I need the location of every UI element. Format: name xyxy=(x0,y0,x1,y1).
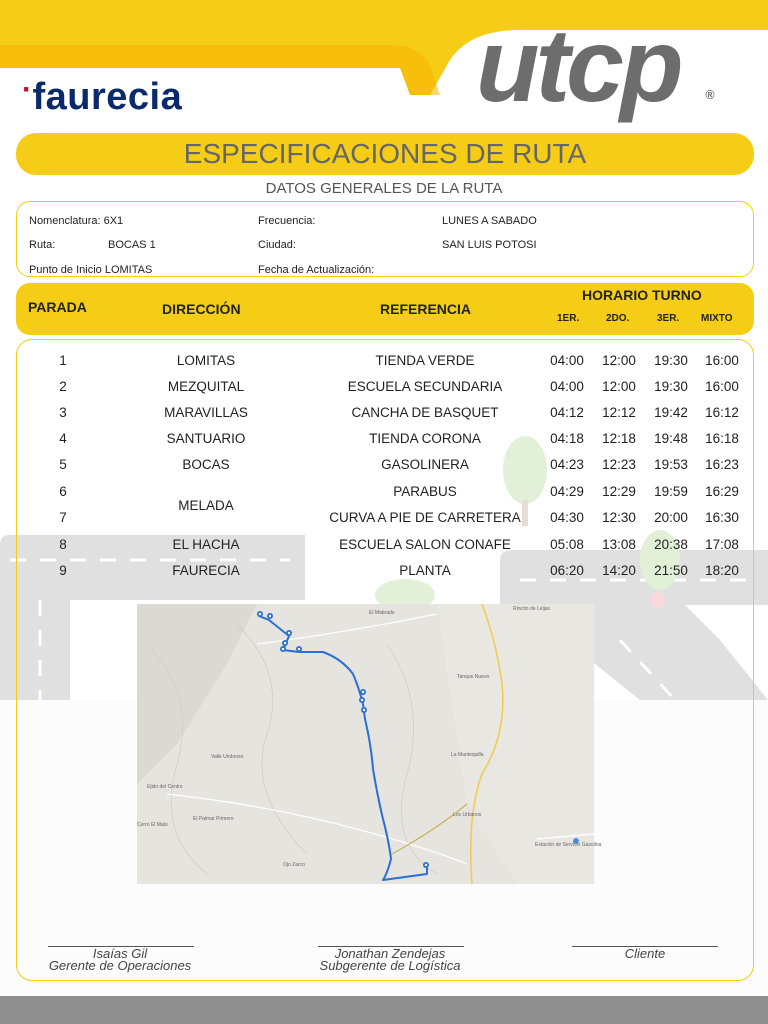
stop-6-referencia: PARABUS xyxy=(393,484,457,499)
stop-2-t2: 12:00 xyxy=(602,379,636,394)
stop-5-direccion: BOCAS xyxy=(182,457,230,472)
punto-inicio-label: Punto de Inicio LOMITAS xyxy=(29,264,153,276)
stop-4-direccion: SANTUARIO xyxy=(166,431,246,446)
stop-7-t4: 16:30 xyxy=(705,510,739,525)
registered-mark: ® xyxy=(704,88,716,102)
nomenclatura-label: Nomenclatura: 6X1 xyxy=(29,215,124,227)
ciudad-label: Ciudad: xyxy=(258,239,296,251)
stop-5-t4: 16:23 xyxy=(705,457,739,472)
stop-2-direccion: MEZQUITAL xyxy=(167,379,245,394)
title-bar xyxy=(16,133,754,175)
stop-8-parada: 8 xyxy=(59,537,67,552)
ciudad-value: SAN LUIS POTOSI xyxy=(442,239,537,251)
stop-4-referencia: TIENDA CORONA xyxy=(369,431,481,446)
stop-3-t2: 12:12 xyxy=(602,405,636,420)
frecuencia-value: LUNES A SABADO xyxy=(442,215,537,227)
stop-8-direccion: EL HACHA xyxy=(172,537,240,552)
signature-name-3: Cliente xyxy=(624,946,666,961)
stop-7-parada: 7 xyxy=(59,510,67,525)
map-label-ojo-zarco: Ojo Zarco xyxy=(283,862,305,868)
stop-9-referencia: PLANTA xyxy=(399,563,451,578)
stop-5-referencia: GASOLINERA xyxy=(381,457,469,472)
stop-9-t1: 06:20 xyxy=(550,563,584,578)
stop-4-t2: 12:18 xyxy=(602,431,636,446)
map-label-cerro: Cerro El Mato xyxy=(137,822,168,828)
header-turno-3: 3ER. xyxy=(657,313,680,324)
ruta-value: BOCAS 1 xyxy=(108,239,156,251)
stop-3-parada: 3 xyxy=(59,405,67,420)
signature-name-2: Jonathan Zendejas xyxy=(334,946,446,961)
stop-9-direccion: FAURECIA xyxy=(172,563,240,578)
stop-1-direccion: LOMITAS xyxy=(176,353,236,368)
stop-7-referencia: CURVA A PIE DE CARRETERA xyxy=(329,510,521,525)
stop-8-t1: 05:08 xyxy=(550,537,584,552)
signature-role-1: Gerente de Operaciones xyxy=(48,958,192,973)
stop-2-t4: 16:00 xyxy=(705,379,739,394)
frecuencia-label: Frecuencia: xyxy=(258,215,316,227)
stop-1-referencia: TIENDA VERDE xyxy=(375,353,475,368)
stop-6-t3: 19:59 xyxy=(654,484,688,499)
section-subtitle: DATOS GENERALES DE LA RUTA xyxy=(265,180,503,197)
map-label-los-urbanos: Los Urbanos xyxy=(453,812,482,818)
stop-4-t4: 16:18 xyxy=(705,431,739,446)
stop-3-direccion: MARAVILLAS xyxy=(164,405,248,420)
header-direccion: DIRECCIÓN xyxy=(162,301,241,317)
stop-1-t3: 19:30 xyxy=(654,353,688,368)
signature-role-2: Subgerente de Logística xyxy=(319,958,461,973)
stop-1-t4: 16:00 xyxy=(705,353,739,368)
header-parada: PARADA xyxy=(28,299,87,315)
ruta-label: Ruta: xyxy=(29,239,56,251)
header-referencia: REFERENCIA xyxy=(380,301,472,317)
fecha-actualizacion-label: Fecha de Actualización: xyxy=(258,264,375,276)
stop-9-t3: 21:50 xyxy=(654,563,688,578)
stop-2-parada: 2 xyxy=(59,379,67,394)
route-map-graphic xyxy=(137,604,594,884)
stop-5-t2: 12:23 xyxy=(602,457,636,472)
stop-9-t4: 18:20 xyxy=(705,563,739,578)
stop-2-referencia: ESCUELA SECUNDARIA xyxy=(347,379,503,394)
route-map xyxy=(137,604,602,884)
stop-1-t2: 12:00 xyxy=(602,353,636,368)
footer-bar xyxy=(0,996,768,1024)
stop-6-t1: 04:29 xyxy=(550,484,584,499)
stop-3-t1: 04:12 xyxy=(550,405,584,420)
stop-5-t3: 19:53 xyxy=(654,457,688,472)
stop-2-t3: 19:30 xyxy=(654,379,688,394)
stop-8-t3: 20:38 xyxy=(654,537,688,552)
stop-4-t1: 04:18 xyxy=(550,431,584,446)
stop-6-parada: 6 xyxy=(59,484,67,499)
stop-7-t1: 04:30 xyxy=(550,510,584,525)
stop-4-t3: 19:48 xyxy=(654,431,688,446)
stop-3-referencia: CANCHA DE BASQUET xyxy=(351,405,499,420)
map-label-el-palmar: El Palmar Primero xyxy=(193,816,234,822)
stop-8-t4: 17:08 xyxy=(705,537,739,552)
stop-8-referencia: ESCUELA SALON CONAFE xyxy=(339,537,511,552)
header-turno-2: 2DO. xyxy=(606,313,630,324)
stop-1-t1: 04:00 xyxy=(550,353,584,368)
stop-6-t4: 16:29 xyxy=(705,484,739,499)
direccion-melada: MELADA xyxy=(178,498,234,513)
page-title: ESPECIFICACIONES DE RUTA xyxy=(183,138,587,169)
header-horario-turno: HORARIO TURNO xyxy=(582,287,702,303)
stop-5-t1: 04:23 xyxy=(550,457,584,472)
stop-5-parada: 5 xyxy=(59,457,67,472)
map-label-rincon: Rincón de Leijas xyxy=(513,606,550,612)
stop-8-t2: 13:08 xyxy=(602,537,636,552)
map-label-el-mabrado: El Mabrado xyxy=(369,610,395,616)
signature-name-1: Isaías Gil xyxy=(92,946,148,961)
stop-3-t4: 16:12 xyxy=(705,405,739,420)
map-label-estacion: Estación de Servicio Gasolina xyxy=(535,842,602,848)
stop-9-parada: 9 xyxy=(59,563,67,578)
header-turno-1: 1ER. xyxy=(557,313,580,324)
map-label-ejido: Ejido del Centro xyxy=(147,784,183,790)
stop-3-t3: 19:42 xyxy=(654,405,688,420)
map-label-valle-umbroso: Valle Umbroso xyxy=(211,754,244,760)
stop-2-t1: 04:00 xyxy=(550,379,584,394)
stop-1-parada: 1 xyxy=(59,353,67,368)
map-label-tanque-nuevo: Tanque Nuevo xyxy=(457,674,490,680)
stop-4-parada: 4 xyxy=(59,431,67,446)
map-label-mantequilla: La Mantequilla xyxy=(451,752,484,758)
stop-7-t3: 20:00 xyxy=(654,510,688,525)
faurecia-logo: ·faurecia xyxy=(22,73,183,118)
stop-7-t2: 12:30 xyxy=(602,510,636,525)
stop-6-t2: 12:29 xyxy=(602,484,636,499)
stop-9-t2: 14:20 xyxy=(602,563,636,578)
utcp-logo: utcp xyxy=(476,8,680,124)
header-turno-mixto: MIXTO xyxy=(701,313,733,324)
